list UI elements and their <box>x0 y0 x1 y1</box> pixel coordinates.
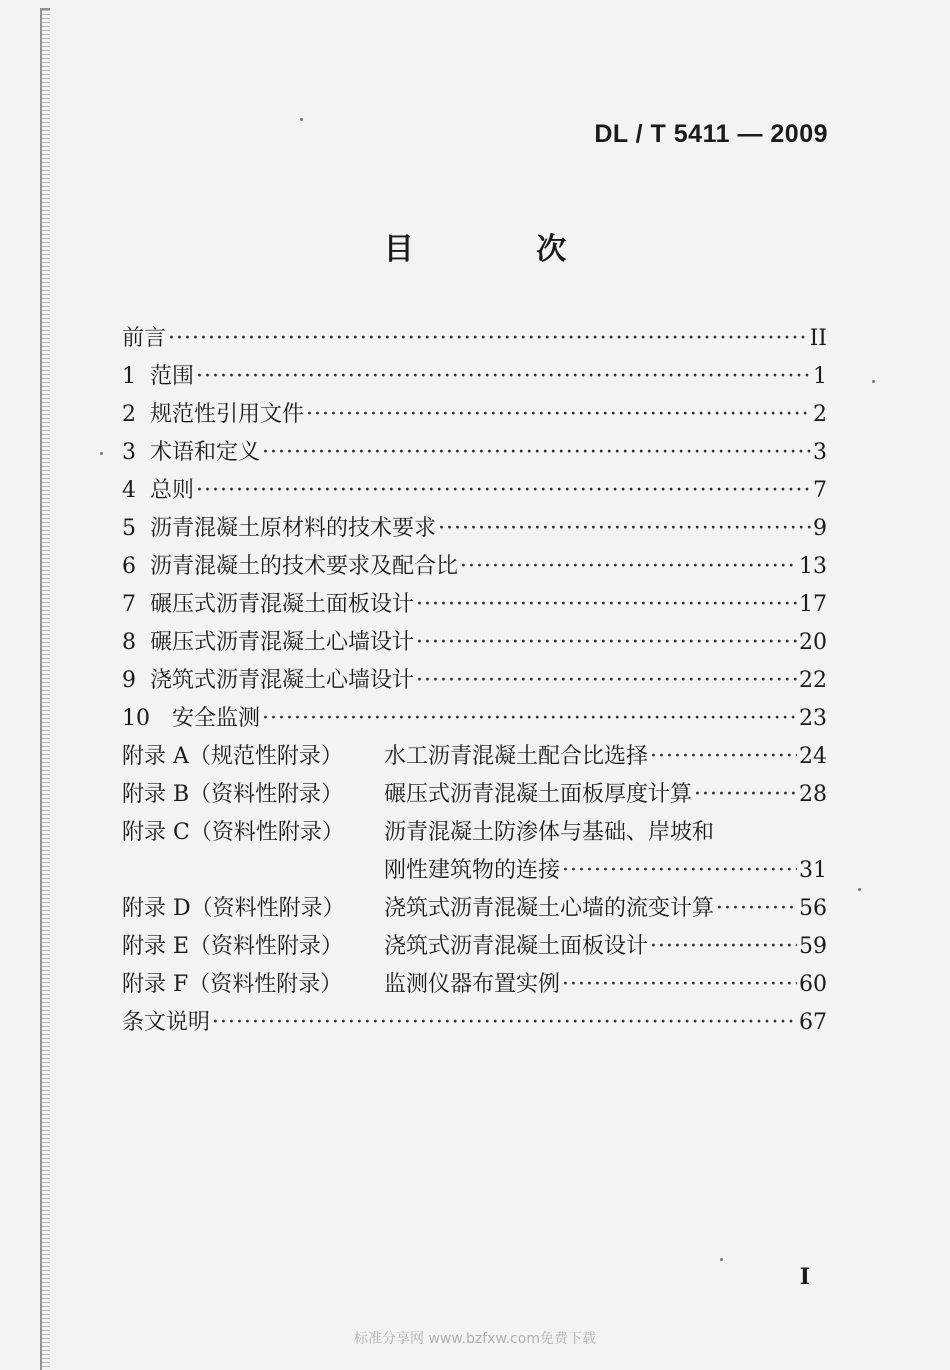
toc-entry-label: 沥青混凝土原材料的技术要求 <box>150 516 437 541</box>
binding-edge <box>40 8 50 1370</box>
toc-entry-label: 浇筑式沥青混凝土心墙的流变计算 <box>384 896 715 921</box>
toc-entry-number: 3 <box>122 440 136 465</box>
toc-entry-label: 沥青混凝土防渗体与基础、岸坡和 <box>384 820 715 845</box>
toc-entry-number: 7 <box>122 592 136 617</box>
appendix-prefix: 附录 E（资料性附录） <box>122 934 344 959</box>
dot-leader <box>650 738 797 776</box>
toc-appendix-f[interactable] <box>122 966 827 1004</box>
dot-leader <box>716 890 797 928</box>
scan-speck <box>300 118 303 121</box>
toc-entry-page: 67 <box>799 1010 827 1035</box>
scan-speck <box>100 452 103 455</box>
toc-entry-number: 10 <box>122 706 150 731</box>
toc-entry-page: 20 <box>799 630 827 655</box>
toc-entry-page: 22 <box>799 668 827 693</box>
toc-entry-number: 1 <box>122 364 136 389</box>
document-code: DL / T 5411 — 2009 <box>594 120 828 148</box>
toc-appendix-e[interactable] <box>122 928 827 966</box>
toc-entry-page: 7 <box>813 478 827 503</box>
scan-speck <box>872 380 875 383</box>
toc-entry-page: 60 <box>799 972 827 997</box>
toc-entry-page: II <box>809 326 827 351</box>
dot-leader <box>306 396 811 434</box>
toc-entry-label: 总则 <box>150 478 195 503</box>
toc-entry-2[interactable] <box>122 396 827 434</box>
dot-leader <box>650 928 797 966</box>
toc-entry-label: 浇筑式沥青混凝土心墙设计 <box>150 668 415 693</box>
toc-appendix-c[interactable] <box>122 814 827 852</box>
toc-entry-9[interactable] <box>122 662 827 700</box>
toc-entry-page: 9 <box>813 516 827 541</box>
toc-entry-page: 59 <box>799 934 827 959</box>
toc-entry-number: 6 <box>122 554 136 579</box>
table-of-contents <box>122 320 827 1042</box>
appendix-prefix: 附录 D（资料性附录） <box>122 896 345 921</box>
toc-entry-page: 2 <box>813 402 827 427</box>
toc-entry-label: 沥青混凝土的技术要求及配合比 <box>150 554 459 579</box>
toc-entry-page: 31 <box>799 858 827 883</box>
dot-leader <box>694 776 797 814</box>
toc-entry-label: 碾压式沥青混凝土心墙设计 <box>150 630 415 655</box>
dot-leader <box>196 472 811 510</box>
scan-speck <box>858 888 861 891</box>
toc-appendix-c-continued[interactable] <box>122 852 827 890</box>
toc-entry-10[interactable] <box>122 700 827 738</box>
appendix-prefix: 附录 A（规范性附录） <box>122 744 343 769</box>
toc-entry-number: 2 <box>122 402 136 427</box>
toc-entry-4[interactable] <box>122 472 827 510</box>
dot-leader <box>562 966 797 1004</box>
dot-leader <box>416 624 797 662</box>
dot-leader <box>562 852 797 890</box>
toc-entry-5[interactable] <box>122 510 827 548</box>
dot-leader <box>196 358 811 396</box>
toc-entry-explanation[interactable] <box>122 1004 827 1042</box>
toc-entry-label: 前言 <box>122 326 167 351</box>
appendix-prefix: 附录 B（资料性附录） <box>122 782 344 807</box>
appendix-prefix: 附录 C（资料性附录） <box>122 820 344 845</box>
toc-entry-number: 4 <box>122 478 136 503</box>
toc-entry-label: 范围 <box>150 364 195 389</box>
toc-entry-page: 23 <box>799 706 827 731</box>
toc-entry-label: 监测仪器布置实例 <box>384 972 561 997</box>
toc-entry-page: 17 <box>799 592 827 617</box>
toc-entry-page: 56 <box>799 896 827 921</box>
toc-entry-label: 碾压式沥青混凝土面板厚度计算 <box>384 782 693 807</box>
toc-entry-label: 规范性引用文件 <box>150 402 305 427</box>
scan-speck <box>720 1258 723 1261</box>
toc-appendix-d[interactable] <box>122 890 827 928</box>
toc-entry-label: 条文说明 <box>122 1010 211 1035</box>
toc-entry-8[interactable] <box>122 624 827 662</box>
toc-appendix-b[interactable] <box>122 776 827 814</box>
dot-leader <box>262 434 811 472</box>
page-title: 目 次 <box>383 232 623 267</box>
toc-entry-page: 3 <box>813 440 827 465</box>
toc-entry-1[interactable] <box>122 358 827 396</box>
toc-entry-label: 安全监测 <box>172 706 261 731</box>
toc-entry-label: 刚性建筑物的连接 <box>384 858 561 883</box>
toc-entry-7[interactable] <box>122 586 827 624</box>
page-number: I <box>799 1264 810 1290</box>
toc-entry-page: 13 <box>799 554 827 579</box>
dot-leader <box>460 548 797 586</box>
toc-entry-foreword[interactable] <box>122 320 827 358</box>
dot-leader <box>212 1004 797 1042</box>
toc-entry-page: 1 <box>813 364 827 389</box>
dot-leader <box>168 320 808 358</box>
toc-entry-number: 5 <box>122 516 136 541</box>
dot-leader <box>416 662 797 700</box>
dot-leader <box>438 510 811 548</box>
toc-entry-label: 水工沥青混凝土配合比选择 <box>384 744 649 769</box>
toc-entry-page: 28 <box>799 782 827 807</box>
toc-entry-label: 术语和定义 <box>150 440 261 465</box>
toc-entry-number: 8 <box>122 630 136 655</box>
dot-leader <box>416 586 797 624</box>
toc-entry-label: 碾压式沥青混凝土面板设计 <box>150 592 415 617</box>
appendix-prefix: 附录 F（资料性附录） <box>122 972 343 997</box>
toc-entry-3[interactable] <box>122 434 827 472</box>
watermark-text: 标准分享网 www.bzfxw.com免费下载 <box>354 1331 596 1347</box>
dot-leader <box>262 700 797 738</box>
toc-entry-page: 24 <box>799 744 827 769</box>
toc-entry-number: 9 <box>122 668 136 693</box>
toc-entry-6[interactable] <box>122 548 827 586</box>
toc-entry-label: 浇筑式沥青混凝土面板设计 <box>384 934 649 959</box>
toc-appendix-a[interactable] <box>122 738 827 776</box>
